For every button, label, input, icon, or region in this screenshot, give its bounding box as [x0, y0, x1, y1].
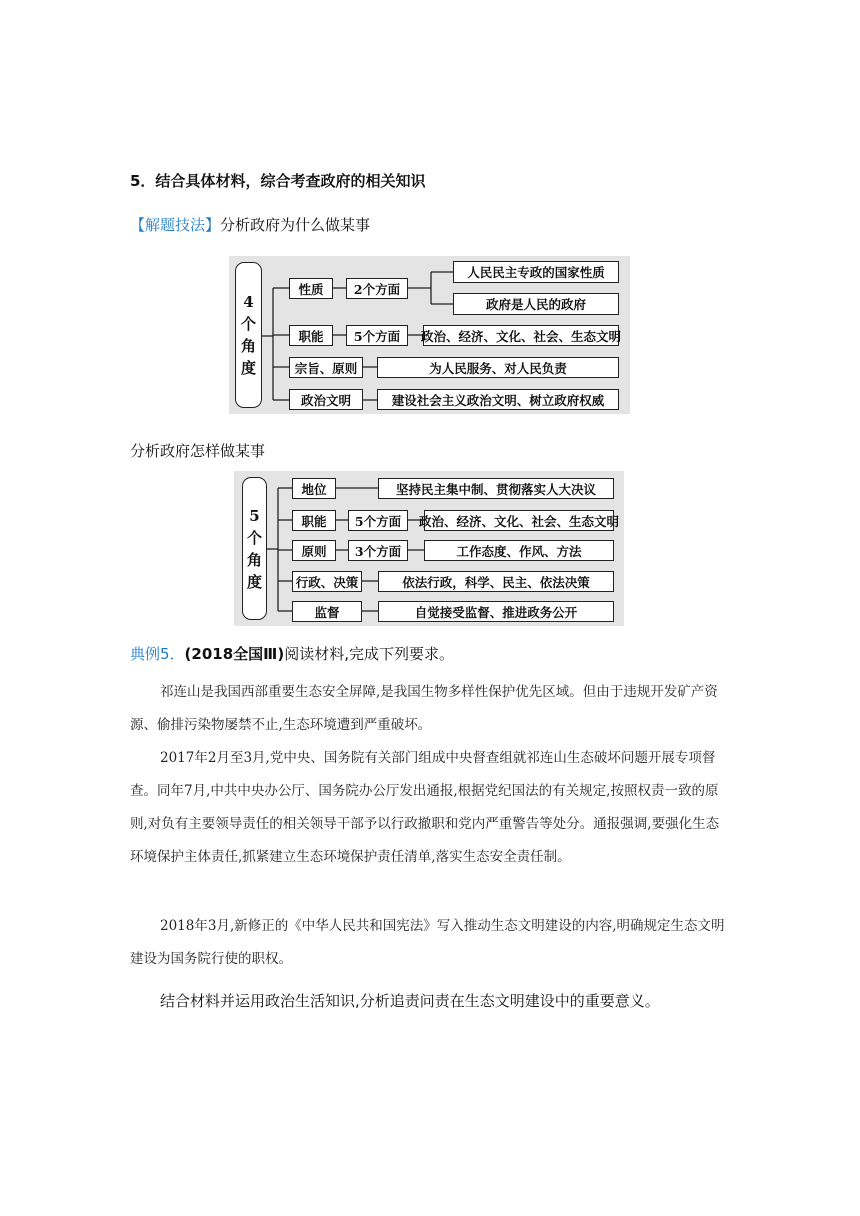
side-char: 5	[249, 506, 260, 525]
example-text: 阅读材料,完成下列要求。	[284, 645, 454, 663]
box-admin-items: 依法行政，科学、民主、依法决策	[378, 571, 614, 592]
side-char: 4	[243, 293, 254, 311]
box-people-gov: 政府是人民的政府	[453, 293, 619, 315]
box-three-aspects: 3个方面	[348, 540, 408, 561]
diagram-how	[234, 471, 624, 626]
example-line	[130, 643, 454, 664]
side-char: 度	[240, 359, 256, 377]
diagram-how-side-label	[242, 477, 267, 620]
box-principle: 原则	[292, 540, 336, 561]
tips-tag: 【解题技法】	[130, 216, 221, 234]
box-status-items: 坚持民主集中制、贯彻落实人大决议	[378, 478, 614, 499]
box-civilization-items: 建设社会主义政治文明、树立政府权威	[377, 389, 619, 410]
box-function-items: 政治、经济、文化、社会、生态文明	[424, 510, 614, 531]
material-paragraph-2: 2017年2月至3月,党中央、国务院有关部门组成中央督查组就祁连山生态破坏问题开展专项督查。同年7月,中共中央办公厅、国务院办公厅发出通报,根据党纪国法的有关规定,按照权责一致的原则,对负有主要领导责任的相关领导干部予以行政撤职和党内严重警告等处分。通报强调,要强化生态环境保护主体责任,抓紧建立生态环境保护责任清单,落实生态安全责任制。	[130, 750, 720, 865]
box-function: 职能	[289, 325, 333, 346]
box-purpose-items: 为人民服务、对人民负责	[377, 357, 619, 378]
box-principle-items: 工作态度、作风、方法	[424, 540, 614, 561]
box-nature: 性质	[289, 278, 333, 299]
side-char: 度	[246, 572, 262, 591]
material-paragraph-3: 2018年3月,新修正的《中华人民共和国宪法》写入推动生态文明建设的内容,明确规定生态文明建设为国务院行使的职权。	[130, 918, 725, 967]
box-function: 职能	[292, 510, 336, 531]
box-admin: 行政、决策	[292, 571, 362, 592]
section-heading: 5．结合具体材料，综合考查政府的相关知识	[130, 172, 426, 190]
side-char: 角	[240, 337, 256, 355]
box-civilization: 政治文明	[289, 389, 363, 410]
box-purpose: 宗旨、原则	[289, 357, 363, 378]
tips-line	[130, 214, 370, 235]
box-two-aspects: 2个方面	[346, 278, 408, 299]
box-five-aspects: 5个方面	[348, 510, 408, 531]
tips-text: 分析政府为什么做某事	[220, 216, 371, 234]
subheading-how: 分析政府怎样做某事	[130, 442, 266, 460]
box-status: 地位	[292, 478, 336, 499]
side-char: 角	[246, 550, 262, 569]
box-supervision-items: 自觉接受监督、推进政务公开	[378, 601, 614, 622]
example-tag: 典例5．	[130, 645, 185, 663]
box-five-aspects: 5个方面	[346, 325, 408, 346]
box-function-items: 政治、经济、文化、社会、生态文明	[423, 325, 619, 346]
diagram-why	[229, 256, 630, 414]
side-char: 个	[246, 528, 262, 547]
example-source: (2018全国Ⅲ)	[184, 645, 285, 663]
box-supervision: 监督	[292, 601, 362, 622]
side-char: 个	[240, 315, 256, 333]
question-text: 结合材料并运用政治生活知识,分析追责问责在生态文明建设中的重要意义。	[160, 992, 660, 1010]
diagram-why-side-label	[235, 262, 262, 408]
box-dictatorship: 人民民主专政的国家性质	[453, 261, 619, 283]
material-paragraph-1: 祁连山是我国西部重要生态安全屏障,是我国生物多样性保护优先区域。但由于违规开发矿产资源、偷排污染物屡禁不止,生态环境遭到严重破坏。	[130, 684, 718, 733]
